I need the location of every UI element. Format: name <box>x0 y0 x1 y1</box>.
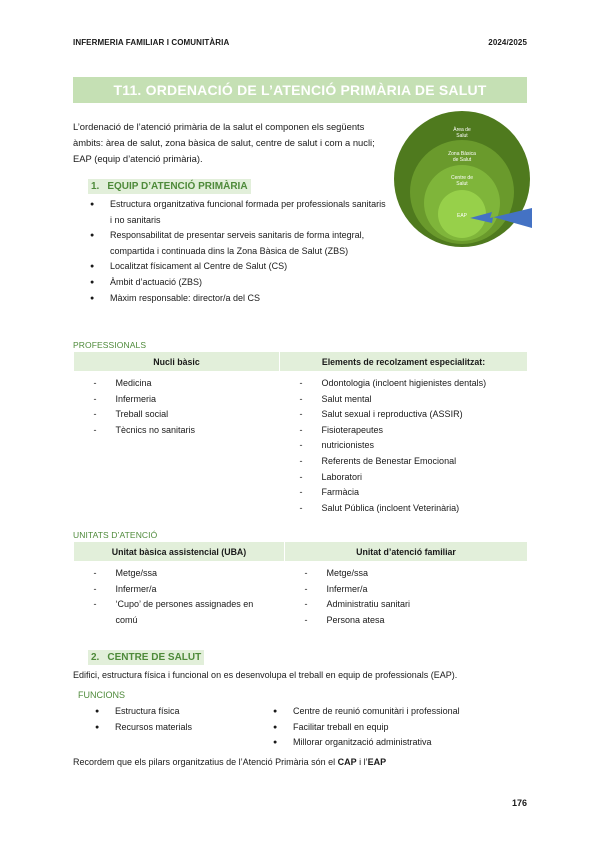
list-item: ● Centre de reunió comunitàri i professional <box>273 704 533 720</box>
list-item: - Medicina <box>74 376 280 392</box>
list-item: - Odontologia (incloent higienistes dentals) <box>280 376 528 392</box>
list-item: ● Millorar organització administrativa <box>273 735 533 751</box>
label-zona-basica: Zona Bàsica de Salut <box>448 151 476 163</box>
list-item: ● Estructura física <box>95 704 265 720</box>
unitats-label: UNITATS D’ATENCIÓ <box>73 530 158 540</box>
page-title: T11. ORDENACIÓ DE L’ATENCIÓ PRIMÀRIA DE SALUT <box>113 82 487 98</box>
list-item: - Treball social <box>74 407 280 423</box>
label-centre-salut: Centre de Salut <box>451 175 473 187</box>
list-item: ● Facilitar treball en equip <box>273 720 533 736</box>
list-item: ● Àmbit d’actuació (ZBS) <box>90 275 390 291</box>
funcions-right-list <box>273 704 533 751</box>
list-item: - Laboratori <box>280 470 528 486</box>
list-item: - Referents de Benestar Emocional <box>280 454 528 470</box>
cap-term: CAP <box>337 757 357 767</box>
eap-term: EAP <box>367 757 387 767</box>
label-area-salut: Àrea de Salut <box>453 127 471 139</box>
unitats-table <box>73 542 527 628</box>
list-item: - Infermeria <box>74 392 280 408</box>
list-item: - nutricionistes <box>280 438 528 454</box>
table-header: Unitat d’atenció familiar <box>285 542 528 561</box>
table-header: Unitat bàsica assistencial (UBA) <box>74 542 285 561</box>
list-item: - Farmàcia <box>280 485 528 501</box>
funcions-label: FUNCIONS <box>78 690 125 700</box>
nested-circles-diagram <box>392 110 532 248</box>
professionals-table <box>73 352 527 516</box>
page-number: 176 <box>511 798 527 808</box>
section2-description: Edifici, estructura física i funcional on es desenvolupa el treball en equip de professionals (EAP). <box>73 670 458 680</box>
list-item: - Infermer/a <box>74 582 274 598</box>
title-bar <box>73 77 527 103</box>
list-item: ● Responsabilitat de presentar serveis sanitaris de forma integral, compartida i continuada dins la Zona Bàsica de Salut (ZBS) <box>90 228 390 259</box>
list-item: ● Estructura organitzativa funcional formada per professionals sanitaris i no sanitaris <box>90 197 390 228</box>
list-item: - Metge/ssa <box>285 566 528 582</box>
funcions-left-list <box>95 704 265 735</box>
header-year: 2024/2025 <box>488 38 527 47</box>
list-item: ● Localitzat físicament al Centre de Salut (CS) <box>90 259 390 275</box>
table-header: Elements de recolzament especialitzat: <box>280 352 528 371</box>
intro-paragraph: L’ordenació de l’atenció primària de la salut el componen els següents àmbits: àrea de salut, zona bàsica de salut, centre de salut i com a nucli; EAP (equip d’atenció primària). <box>73 121 375 164</box>
list-item: - Salut mental <box>280 392 528 408</box>
closing-sentence: Recordem que els pilars organitzatius de l’Atenció Primària són el CAP i l’EAP <box>73 757 387 767</box>
label-eap: EAP <box>456 213 468 219</box>
list-item: ● Recursos materials <box>95 720 265 736</box>
professionals-label: PROFESSIONALS <box>73 340 147 350</box>
list-item: - ‘Cupo’ de persones assignades en comú <box>74 597 274 628</box>
list-item: - Salut Pública (incloent Veterinària) <box>280 501 528 517</box>
list-item: - Persona atesa <box>285 613 528 629</box>
list-item: - Administratiu sanitari <box>285 597 528 613</box>
section1-bullets <box>90 197 390 306</box>
page-header <box>73 38 527 47</box>
section1-heading: 1. EQUIP D’ATENCIÓ PRIMÀRIA <box>88 179 251 194</box>
list-item: - Salut sexual i reproductiva (ASSIR) <box>280 407 528 423</box>
list-item: ● Màxim responsable: director/a del CS <box>90 291 390 307</box>
header-course: INFERMERIA FAMILIAR I COMUNITÀRIA <box>73 38 230 47</box>
list-item: - Infermer/a <box>285 582 528 598</box>
section2-heading: 2. CENTRE DE SALUT <box>88 650 204 665</box>
list-item: - Metge/ssa <box>74 566 274 582</box>
list-item: - Tècnics no sanitaris <box>74 423 280 439</box>
table-header: Nucli bàsic <box>74 352 280 371</box>
list-item: - Fisioterapeutes <box>280 423 528 439</box>
